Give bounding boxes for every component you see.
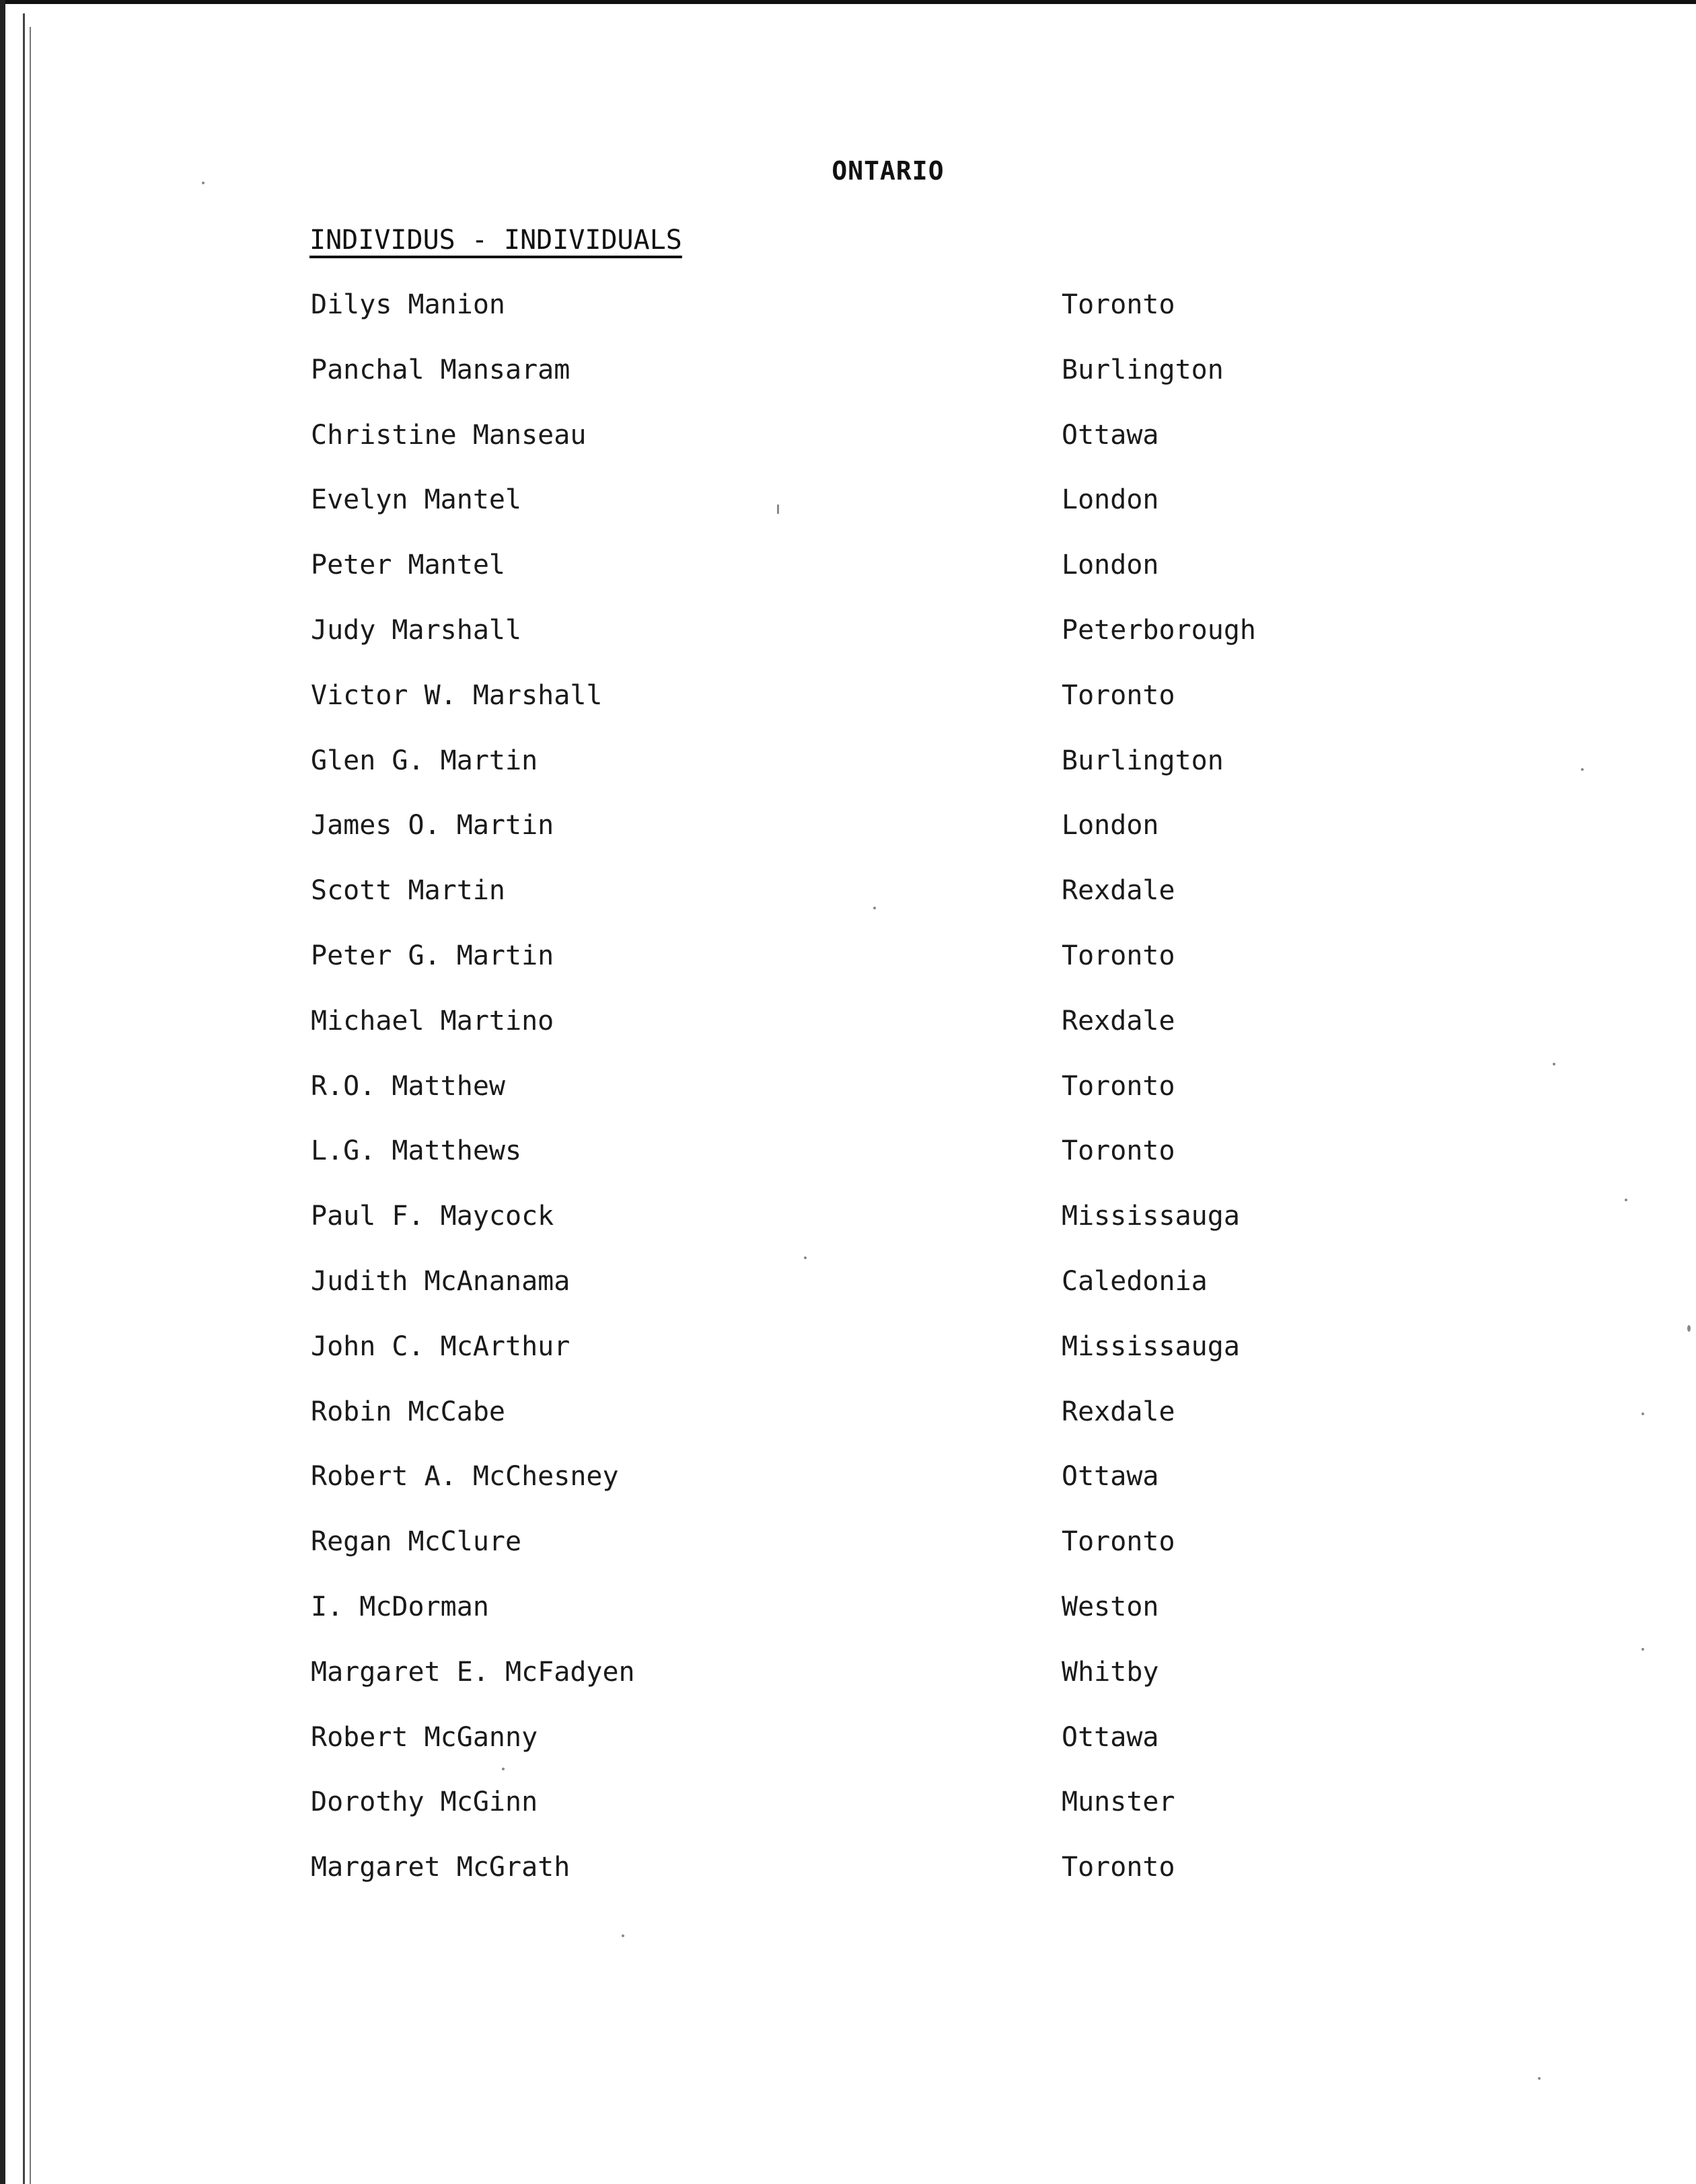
scan-speck	[1553, 1063, 1555, 1065]
entry-city: London	[1062, 810, 1159, 841]
scan-speck	[1581, 768, 1584, 771]
list-item	[309, 354, 1453, 420]
entry-city: Ottawa	[1062, 1461, 1159, 1493]
list-item	[309, 1135, 1453, 1201]
entry-name: I. McDorman	[311, 1591, 489, 1622]
scan-speck	[777, 504, 779, 514]
entry-name: Peter G. Martin	[311, 940, 554, 971]
list-item	[309, 1201, 1453, 1266]
list-item	[309, 1722, 1453, 1787]
list-item	[309, 615, 1453, 680]
section-heading: INDIVIDUS - INDIVIDUALS	[309, 225, 682, 256]
entry-name: Robert McGanny	[311, 1721, 538, 1753]
entry-name: Victor W. Marshall	[311, 679, 603, 711]
page-title: ONTARIO	[832, 156, 945, 186]
entry-city: Toronto	[1062, 1135, 1175, 1167]
entry-city: Peterborough	[1062, 614, 1256, 646]
list-item	[309, 1266, 1453, 1331]
scan-speck	[1642, 1648, 1644, 1651]
entry-city: Weston	[1062, 1591, 1159, 1622]
list-item	[309, 680, 1453, 745]
list-item	[309, 1591, 1453, 1657]
entry-name: Glen G. Martin	[311, 745, 538, 776]
entry-name: Dorothy McGinn	[311, 1786, 538, 1818]
list-item	[309, 289, 1453, 354]
entry-name: Margaret McGrath	[311, 1852, 570, 1883]
entry-city: Ottawa	[1062, 1721, 1159, 1753]
list-item	[309, 1331, 1453, 1396]
list-item	[309, 1461, 1453, 1526]
list-item	[309, 1786, 1453, 1852]
scan-speck	[1687, 1325, 1691, 1332]
scan-speck	[502, 1768, 505, 1770]
entry-city: Rexdale	[1062, 1396, 1175, 1427]
binding-line	[23, 13, 25, 2184]
entry-name: Robin McCabe	[311, 1396, 505, 1427]
entry-city: Rexdale	[1062, 1005, 1175, 1037]
entry-name: Regan McClure	[311, 1526, 522, 1558]
entry-city: Toronto	[1062, 1852, 1175, 1883]
entry-city: Toronto	[1062, 679, 1175, 711]
list-item	[309, 1071, 1453, 1136]
list-item	[309, 745, 1453, 811]
entry-name: Paul F. Maycock	[311, 1201, 554, 1232]
entry-name: Robert A. McChesney	[311, 1461, 619, 1493]
entry-name: Christine Manseau	[311, 419, 587, 451]
entry-city: London	[1062, 550, 1159, 581]
entry-name: Margaret E. McFadyen	[311, 1656, 635, 1688]
entry-city: Ottawa	[1062, 419, 1159, 451]
list-item	[309, 1526, 1453, 1591]
list-item	[309, 875, 1453, 940]
scan-speck	[202, 182, 205, 184]
scan-speck	[1538, 2077, 1541, 2080]
entry-name: R.O. Matthew	[311, 1070, 505, 1102]
list-item	[309, 1396, 1453, 1462]
entry-name: Judith McAnanama	[311, 1265, 570, 1297]
entry-city: Rexdale	[1062, 875, 1175, 907]
scan-speck	[1642, 1413, 1644, 1415]
entry-city: London	[1062, 484, 1159, 516]
scan-speck	[1625, 1199, 1627, 1201]
binding-line-inner	[30, 27, 31, 2184]
entry-city: Burlington	[1062, 354, 1224, 385]
entry-city: Caledonia	[1062, 1265, 1208, 1297]
entry-name: Panchal Mansaram	[311, 354, 570, 385]
list-item	[309, 420, 1453, 485]
list-item	[309, 1852, 1453, 1917]
entry-city: Toronto	[1062, 1070, 1175, 1102]
entry-city: Toronto	[1062, 1526, 1175, 1558]
scan-speck	[804, 1256, 807, 1259]
entry-city: Toronto	[1062, 940, 1175, 971]
list-item	[309, 810, 1453, 875]
entry-name: L.G. Matthews	[311, 1135, 522, 1167]
entry-city: Whitby	[1062, 1656, 1159, 1688]
entry-name: Peter Mantel	[311, 550, 505, 581]
entry-name: James O. Martin	[311, 810, 554, 841]
entry-name: Evelyn Mantel	[311, 484, 522, 516]
entries-list	[309, 289, 1453, 1917]
entry-name: John C. McArthur	[311, 1330, 570, 1362]
list-item	[309, 940, 1453, 1006]
entry-name: Dilys Manion	[311, 289, 505, 320]
list-item	[309, 1006, 1453, 1071]
entry-city: Toronto	[1062, 289, 1175, 320]
list-item	[309, 1657, 1453, 1722]
list-item	[309, 550, 1453, 615]
entry-city: Munster	[1062, 1786, 1175, 1818]
entry-name: Scott Martin	[311, 875, 505, 907]
entry-city: Burlington	[1062, 745, 1224, 776]
entry-name: Michael Martino	[311, 1005, 554, 1037]
list-item	[309, 484, 1453, 550]
page-edge-top	[0, 0, 1696, 4]
page-edge-left	[0, 0, 5, 2184]
scan-speck	[873, 907, 876, 909]
entry-city: Mississauga	[1062, 1201, 1240, 1232]
scan-speck	[622, 1934, 624, 1937]
entry-name: Judy Marshall	[311, 614, 522, 646]
entry-city: Mississauga	[1062, 1330, 1240, 1362]
